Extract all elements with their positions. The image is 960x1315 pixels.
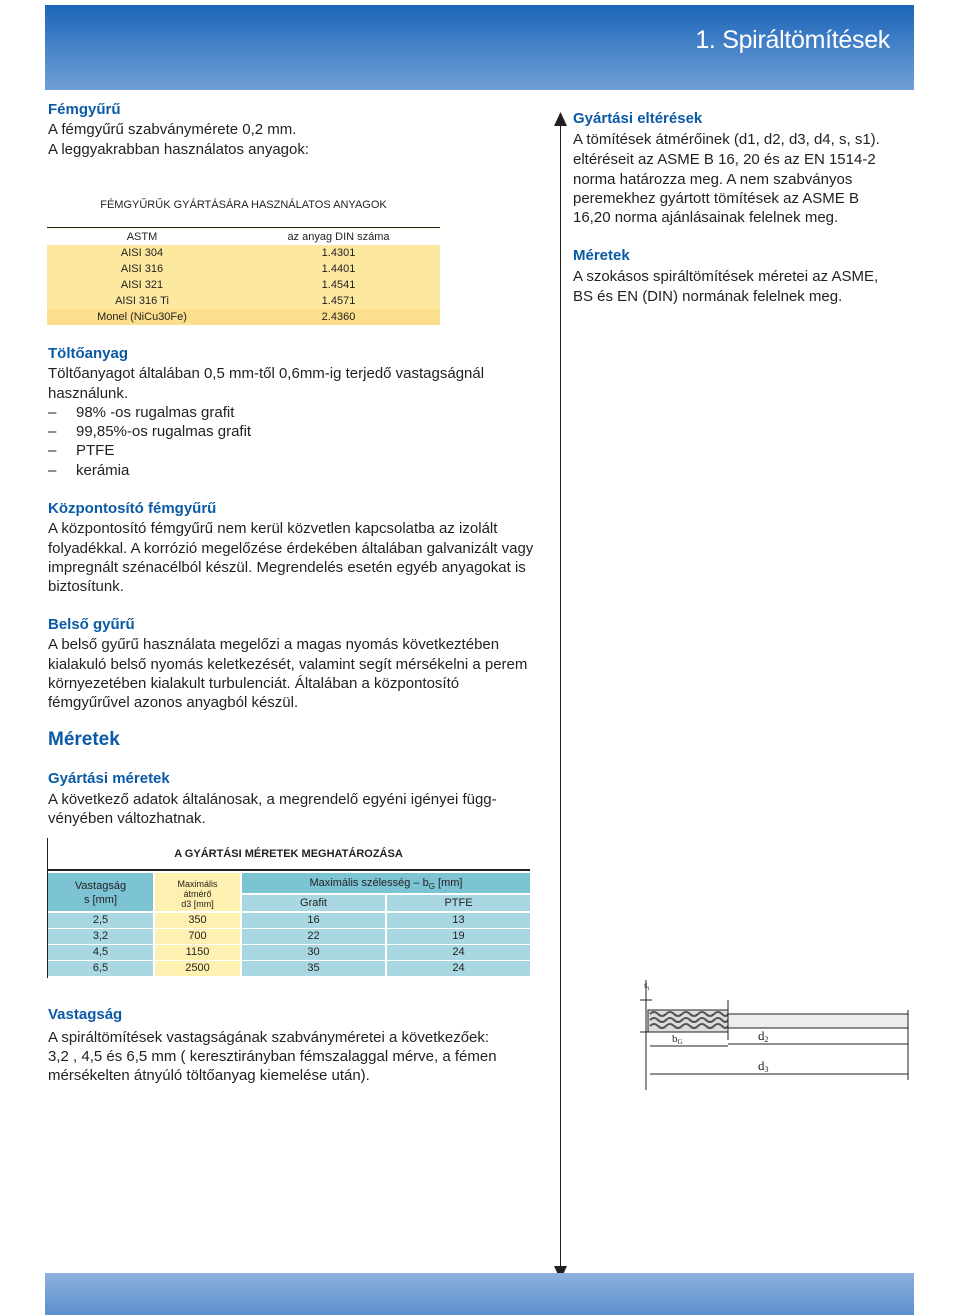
- kozpont-heading: Központosító fémgyűrű: [48, 500, 217, 517]
- dims-table-rule: [47, 869, 530, 871]
- dims-cell-grafit: 16: [242, 913, 385, 928]
- page-title: 1. Spiráltömítések: [695, 26, 890, 54]
- gyartasi-elteresek-line: peremekhez gyártott tömítések az ASME B: [573, 190, 859, 207]
- belso-line: kialakuló belső nyomás keletkezését, valamint segít mérsékelni a perem: [48, 656, 528, 673]
- belso-line: fémgyűrűvel azonos anyagból készül.: [48, 694, 299, 711]
- meretek-line: BS és EN (DIN) normának felelnek meg.: [573, 288, 843, 305]
- dims-cell-grafit: 30: [242, 945, 385, 960]
- dims-cell-grafit: 22: [242, 929, 385, 944]
- dims-cell-d3: 1150: [155, 945, 240, 960]
- dims-cell-ptfe: 24: [387, 945, 530, 960]
- diagram-label-d2: d2: [758, 1028, 769, 1044]
- kozpont-line: folyadékkal. A korrózió megelőzése érdekében általában galvanizált vagy: [48, 540, 534, 557]
- materials-row-din: 1.4401: [237, 261, 440, 277]
- dims-cell-s: 3,2: [48, 929, 153, 944]
- gyartasi-elteresek-line: A tömítések átmérőinek (d1, d2, d3, d4, s, s1).: [573, 131, 880, 148]
- footer-banner: [45, 1273, 914, 1315]
- materials-row-din: 1.4541: [237, 277, 440, 293]
- materials-row-astm: AISI 316 Ti: [47, 293, 237, 309]
- vastagsag-heading: Vastagság: [48, 1006, 123, 1023]
- dims-cell-d3: 2500: [155, 961, 240, 976]
- dims-cell-d3: 700: [155, 929, 240, 944]
- tolto-item: – PTFE: [48, 442, 115, 459]
- tolto-item: – 99,85%-os rugalmas grafit: [48, 423, 252, 440]
- kozpont-line: impregnált szénacélból készül. Megrendelés esetén egyéb anyagokat is: [48, 559, 526, 576]
- materials-row-din: 1.4301: [237, 245, 440, 261]
- gyartasi-meretek-line2: vényében változhatnak.: [48, 810, 206, 827]
- tolto-item: – 98% -os rugalmas grafit: [48, 404, 235, 421]
- page-number: 5: [914, 1286, 925, 1306]
- materials-header-din: az anyag DIN száma: [237, 229, 440, 245]
- meretek-heading: Méretek: [573, 247, 630, 264]
- dims-cell-ptfe: 13: [387, 913, 530, 928]
- dims-cell-s: 4,5: [48, 945, 153, 960]
- tolto-line2: használunk.: [48, 385, 129, 402]
- materials-row-astm: AISI 316: [47, 261, 237, 277]
- tolto-heading: Töltőanyag: [48, 345, 129, 362]
- fem-line1: A fémgyűrű szabványmérete 0,2 mm.: [48, 121, 297, 138]
- dims-cell-ptfe: 19: [387, 929, 530, 944]
- gasket-cross-section-diagram: [620, 970, 920, 1095]
- dims-cell-s: 6,5: [48, 961, 153, 976]
- kozpont-line: A központosító fémgyűrű nem kerül közvetlen kapcsolatba az izolált: [48, 520, 498, 537]
- materials-row-astm: Monel (NiCu30Fe): [47, 309, 237, 325]
- dims-header-max-diameter: Maximális átmérő d3 [mm]: [155, 873, 240, 911]
- dims-cell-s: 2,5: [48, 913, 153, 928]
- materials-row-din: 2.4360: [237, 309, 440, 325]
- tolto-line1: Töltőanyagot általában 0,5 mm-től 0,6mm-ig terjedő vastagságnál: [48, 365, 485, 382]
- vastagsag-line: 3,2 , 4,5 és 6,5 mm ( keresztirányban fémszalaggal mérve, a fémen: [48, 1048, 497, 1065]
- materials-row-din: 1.4571: [237, 293, 440, 309]
- materials-row-astm: AISI 321: [47, 277, 237, 293]
- gyartasi-elteresek-line: norma határozza meg. A nem szabványos: [573, 171, 853, 188]
- meretek-section-title: Méretek: [48, 729, 120, 750]
- vastagsag-line: mérsékelten átnyúló töltőanyag kiemelése után).: [48, 1067, 370, 1084]
- gyartasi-meretek-line1: A következő adatok általánosak, a megrendelő egyéni igényei függ-: [48, 791, 497, 808]
- fem-heading: Fémgyűrű: [48, 101, 121, 118]
- meretek-line: A szokásos spiráltömítések méretei az ASME,: [573, 268, 879, 285]
- belso-heading: Belső gyűrű: [48, 616, 135, 633]
- divider-arrow-up-icon: [553, 112, 568, 126]
- dims-header-thickness: Vastagság s [mm]: [48, 873, 153, 911]
- dims-header-max-width: Maximális szélesség – $b_G$ [mm]: [242, 873, 530, 893]
- tolto-item: – kerámia: [48, 462, 130, 479]
- gyartasi-elteresek-line: 16,20 norma ajánlásainak felelnek meg.: [573, 209, 839, 226]
- dims-header-grafit: Grafit: [242, 895, 385, 911]
- diagram-label-bg: bG: [672, 1033, 683, 1046]
- dims-cell-ptfe: 24: [387, 961, 530, 976]
- diagram-label-d3: d3: [758, 1058, 769, 1074]
- belso-line: környezetében kialakult turbulenciát. Általában a központosító: [48, 675, 460, 692]
- materials-row-astm: AISI 304: [47, 245, 237, 261]
- materials-table-title: FÉMGYŰRŰK GYÁRTÁSÁRA HASZNÁLATOS ANYAGOK: [100, 199, 387, 211]
- column-divider: [560, 120, 561, 1272]
- dims-cell-grafit: 35: [242, 961, 385, 976]
- belso-line: A belső gyűrű használata megelőzi a magas nyomás következtében: [48, 636, 500, 653]
- vastagsag-line: A spiráltömítések vastagságának szabványméretei a következőek:: [48, 1029, 490, 1046]
- diagram-label-s: $s_t$: [644, 980, 650, 992]
- gyartasi-meretek-heading: Gyártási méretek: [48, 770, 170, 787]
- dims-cell-d3: 350: [155, 913, 240, 928]
- fem-line2: A leggyakrabban használatos anyagok:: [48, 141, 310, 158]
- gyartasi-elteresek-heading: Gyártási eltérések: [573, 110, 703, 127]
- materials-header-astm: ASTM: [47, 229, 237, 245]
- dims-header-ptfe: PTFE: [387, 895, 530, 911]
- dims-table-title: A GYÁRTÁSI MÉRETEK MEGHATÁROZÁSA: [174, 848, 403, 860]
- materials-table-rule: [47, 227, 440, 228]
- kozpont-line: biztosítunk.: [48, 578, 124, 595]
- gyartasi-elteresek-line: eltéréseit az ASME B 16, 20 és az EN 1514-2: [573, 151, 876, 168]
